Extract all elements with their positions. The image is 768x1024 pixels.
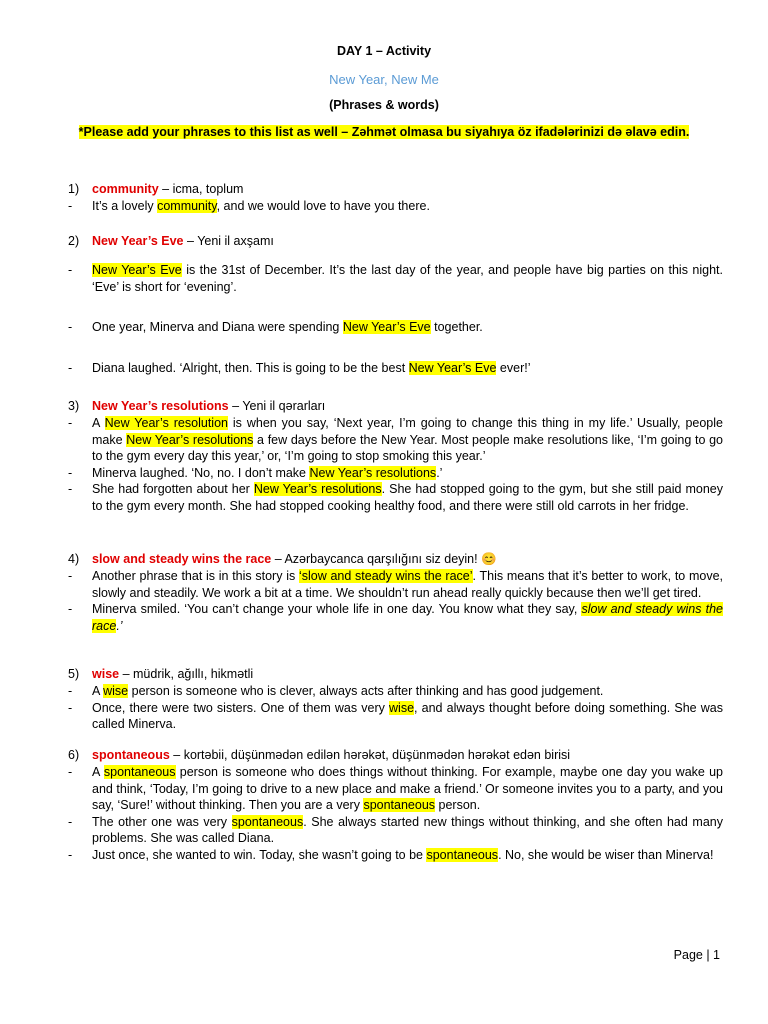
page-number: Page | 1 <box>673 948 720 962</box>
list-item: - A wise person is someone who is clever, always acts after thinking and has good judgement. <box>68 684 604 698</box>
section-wise <box>68 666 723 733</box>
section-number: 4) <box>68 552 80 566</box>
section-number: 6) <box>68 748 80 762</box>
page-title: DAY 1 – Activity <box>336 44 432 58</box>
list-item: - Another phrase that is in this story is ‘slow and steady wins the race’. This means that it’s better to work, to move, slowly and steadily. We work a bit at a time. We shouldn’t run ahead really quickly because then we’ll get tired. <box>68 569 724 600</box>
phrases-line: (Phrases & words) <box>329 98 439 112</box>
translation: – kortəbii, düşünmədən edilən hərəkət, düşünmədən hərəkət edən birisi <box>169 748 571 762</box>
list-item: - A New Year’s resolution is when you say, ‘Next year, I’m going to change this thing in my life.’ Usually, people make New Year’s resolutions a few days before the New Year. Most people make resolutions like, ‘I’m going to go to the gym every day this year,’ or, ‘I’m going to stop smoking this year.’ <box>68 416 723 464</box>
translation: – icma, toplum <box>158 182 244 196</box>
list-item: - The other one was very spontaneous. She always started new things without thinking, and she often had many problems. She was called Diana. <box>68 814 723 846</box>
translation: – Azərbaycanca qarşılığını siz deyin! 😊 <box>271 552 497 566</box>
section-head <box>68 666 723 683</box>
list-item: - Diana laughed. ‘Alright, then. This is going to be the best New Year’s Eve ever!’ <box>68 360 531 375</box>
section-number: 2) <box>68 234 80 248</box>
list-item: - Just once, she wanted to win. Today, she wasn’t going to be spontaneous. No, she would be wiser than Minerva! <box>68 847 714 862</box>
term: community <box>92 182 159 196</box>
section-community <box>68 181 723 215</box>
notice-text: *Please add your phrases to this list as well – Zəhmət olmasa bu siyahıya öz ifadələrinizi də əlavə edin. <box>78 125 690 139</box>
term: wise <box>92 667 120 681</box>
section-spontaneous <box>68 747 723 864</box>
section-head <box>68 181 723 198</box>
list-item: - Once, there were two sisters. One of them was very wise, and always thought before doing something. She was called Minerva. <box>68 700 723 732</box>
term: New Year’s Eve <box>92 234 184 248</box>
translation: – Yeni il axşamı <box>183 234 274 248</box>
term: slow and steady wins the race <box>92 552 272 566</box>
section-head <box>68 551 723 568</box>
list-item: - A spontaneous person is someone who does things without thinking. For example, maybe one day you wake up and think, ‘Today, I’m going to drive to a new place and make a friend.’ Or someone invites you to a party, and you say, ‘Sure!’ without thinking. Then you are a very spontaneous person. <box>68 765 723 813</box>
list-item: - Minerva smiled. ‘You can’t change your whole life in one day. You know what they say, slow and steady wins the race.’ <box>68 602 723 633</box>
list-item: - One year, Minerva and Diana were spending New Year’s Eve together. <box>68 320 483 335</box>
page-subtitle: New Year, New Me <box>329 72 439 87</box>
notice-line <box>0 125 768 139</box>
section-new-years-resolutions <box>68 398 723 515</box>
section-slow-and-steady <box>68 551 723 634</box>
term: New Year’s resolutions <box>92 399 229 413</box>
list-item: - It’s a lovely community, and we would love to have you there. <box>68 199 430 213</box>
section-number: 3) <box>68 399 80 413</box>
section-head <box>68 398 723 415</box>
term: spontaneous <box>92 748 170 762</box>
section-head <box>68 233 723 250</box>
section-number: 1) <box>68 182 80 196</box>
list-item: - She had forgotten about her New Year’s resolutions. She had stopped going to the gym, but she still paid money to the gym every month. She had stopped cooking healthy food, and there were still old carrots in her fridge. <box>68 482 724 513</box>
section-number: 5) <box>68 667 80 681</box>
section-new-years-eve <box>68 233 723 376</box>
list-item: - New Year’s Eve is the 31st of December. It’s the last day of the year, and people have big parties on this night. ‘Eve’ is short for ‘evening’. <box>68 263 723 294</box>
translation: – Yeni il qərarları <box>228 399 326 413</box>
section-head <box>68 747 723 764</box>
list-item: - Minerva laughed. ‘No, no. I don’t make New Year’s resolutions.’ <box>68 465 443 480</box>
translation: – müdrik, ağıllı, hikmətli <box>119 667 254 681</box>
